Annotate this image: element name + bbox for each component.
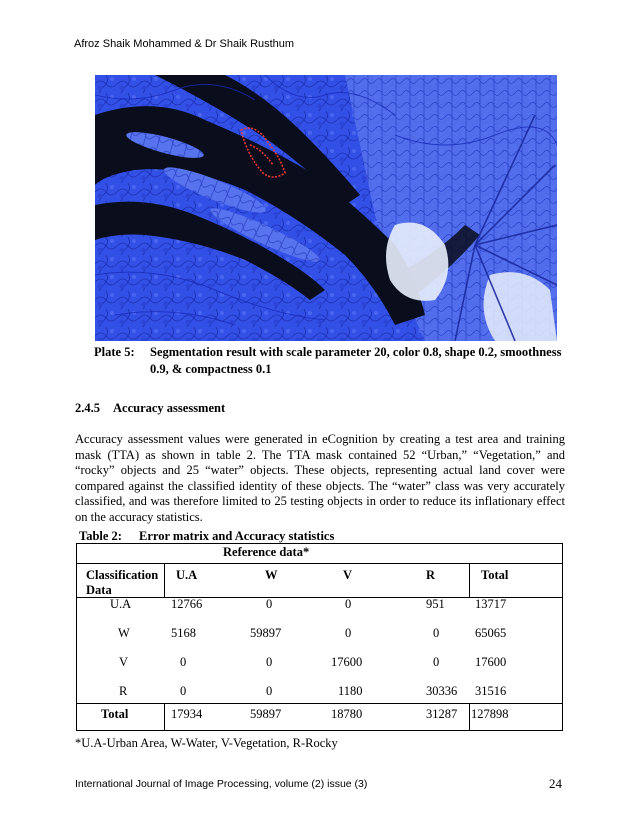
table-cell: 13717 xyxy=(475,597,507,611)
row-label: V xyxy=(119,655,129,669)
column-header: U.A xyxy=(176,568,198,582)
table-cell: 17600 xyxy=(331,655,363,669)
segmentation-image xyxy=(95,75,557,341)
table-cell: 0 xyxy=(345,626,352,640)
table-cell: 0 xyxy=(266,597,273,611)
table-footnote: *U.A-Urban Area, W-Water, V-Vegetation, R-Rocky xyxy=(75,736,338,750)
table-divider xyxy=(164,703,165,731)
table-divider xyxy=(76,703,563,704)
table-cell: 0 xyxy=(433,626,440,640)
column-header: R xyxy=(426,568,436,582)
table-cell: 59897 xyxy=(250,626,282,640)
table-cell: 30336 xyxy=(426,684,458,698)
section-title: Accuracy assessment xyxy=(113,401,226,415)
row-label: U.A xyxy=(110,597,132,611)
table-cell: 1180 xyxy=(338,684,363,698)
total-cell: 59897 xyxy=(250,707,282,721)
table-cell: 0 xyxy=(266,684,273,698)
table-cell: 0 xyxy=(266,655,273,669)
table-cell: 65065 xyxy=(475,626,507,640)
plate-label: Plate 5: xyxy=(94,345,135,359)
journal-footer: International Journal of Image Processing, volume (2) issue (3) xyxy=(75,778,368,790)
table-divider xyxy=(469,563,470,597)
table-title: Error matrix and Accuracy statistics xyxy=(139,529,335,543)
total-cell: 17934 xyxy=(171,707,203,721)
total-cell: 18780 xyxy=(331,707,363,721)
total-label: Total xyxy=(101,707,129,721)
column-header: V xyxy=(343,568,353,582)
table-cell: 17600 xyxy=(475,655,507,669)
row-label: W xyxy=(118,626,130,640)
column-header: W xyxy=(265,568,278,582)
body-paragraph: Accuracy assessment values were generated in eCognition by creating a test area and training mask (TTA) as shown in table 2. The TTA mask contained 52 “Urban,” “Vegetation,” and “rocky” objects and 25 “water” objects. These objects, representing actual land cover were compared against the classified identity of these objects. The “water” class was very accurately classified, and was therefore limited to 25 testing objects in order to reduce its inflationary effect on the accuracy statistics. xyxy=(75,432,565,524)
table-cell: 5168 xyxy=(171,626,196,640)
table-cell: 31516 xyxy=(475,684,507,698)
plate-caption-text: Segmentation result with scale parameter 20, color 0.8, shape 0.2, smoothness 0.9, & compactness 0.1 xyxy=(150,345,562,376)
table-divider xyxy=(76,563,563,564)
section-number: 2.4.5 xyxy=(75,401,100,415)
table-label: Table 2: xyxy=(79,529,122,543)
table-divider xyxy=(469,703,470,731)
section-heading xyxy=(75,401,225,416)
total-cell: 31287 xyxy=(426,707,458,721)
table-cell: 951 xyxy=(426,597,445,611)
table-cell: 0 xyxy=(180,655,187,669)
row-label: R xyxy=(119,684,128,698)
table-divider xyxy=(164,563,165,597)
running-header: Afroz Shaik Mohammed & Dr Shaik Rusthum xyxy=(74,38,295,50)
table-cell: 0 xyxy=(180,684,187,698)
page-number: 24 xyxy=(549,776,562,791)
table-cell: 0 xyxy=(433,655,440,669)
row-header-label: Classification xyxy=(86,568,159,582)
row-header-label: Data xyxy=(86,583,112,597)
table-cell: 0 xyxy=(345,597,352,611)
column-header: Total xyxy=(481,568,509,582)
table-cell: 12766 xyxy=(171,597,203,611)
total-cell: 127898 xyxy=(471,707,509,721)
table-caption xyxy=(79,529,334,544)
reference-data-header: Reference data* xyxy=(223,545,310,559)
